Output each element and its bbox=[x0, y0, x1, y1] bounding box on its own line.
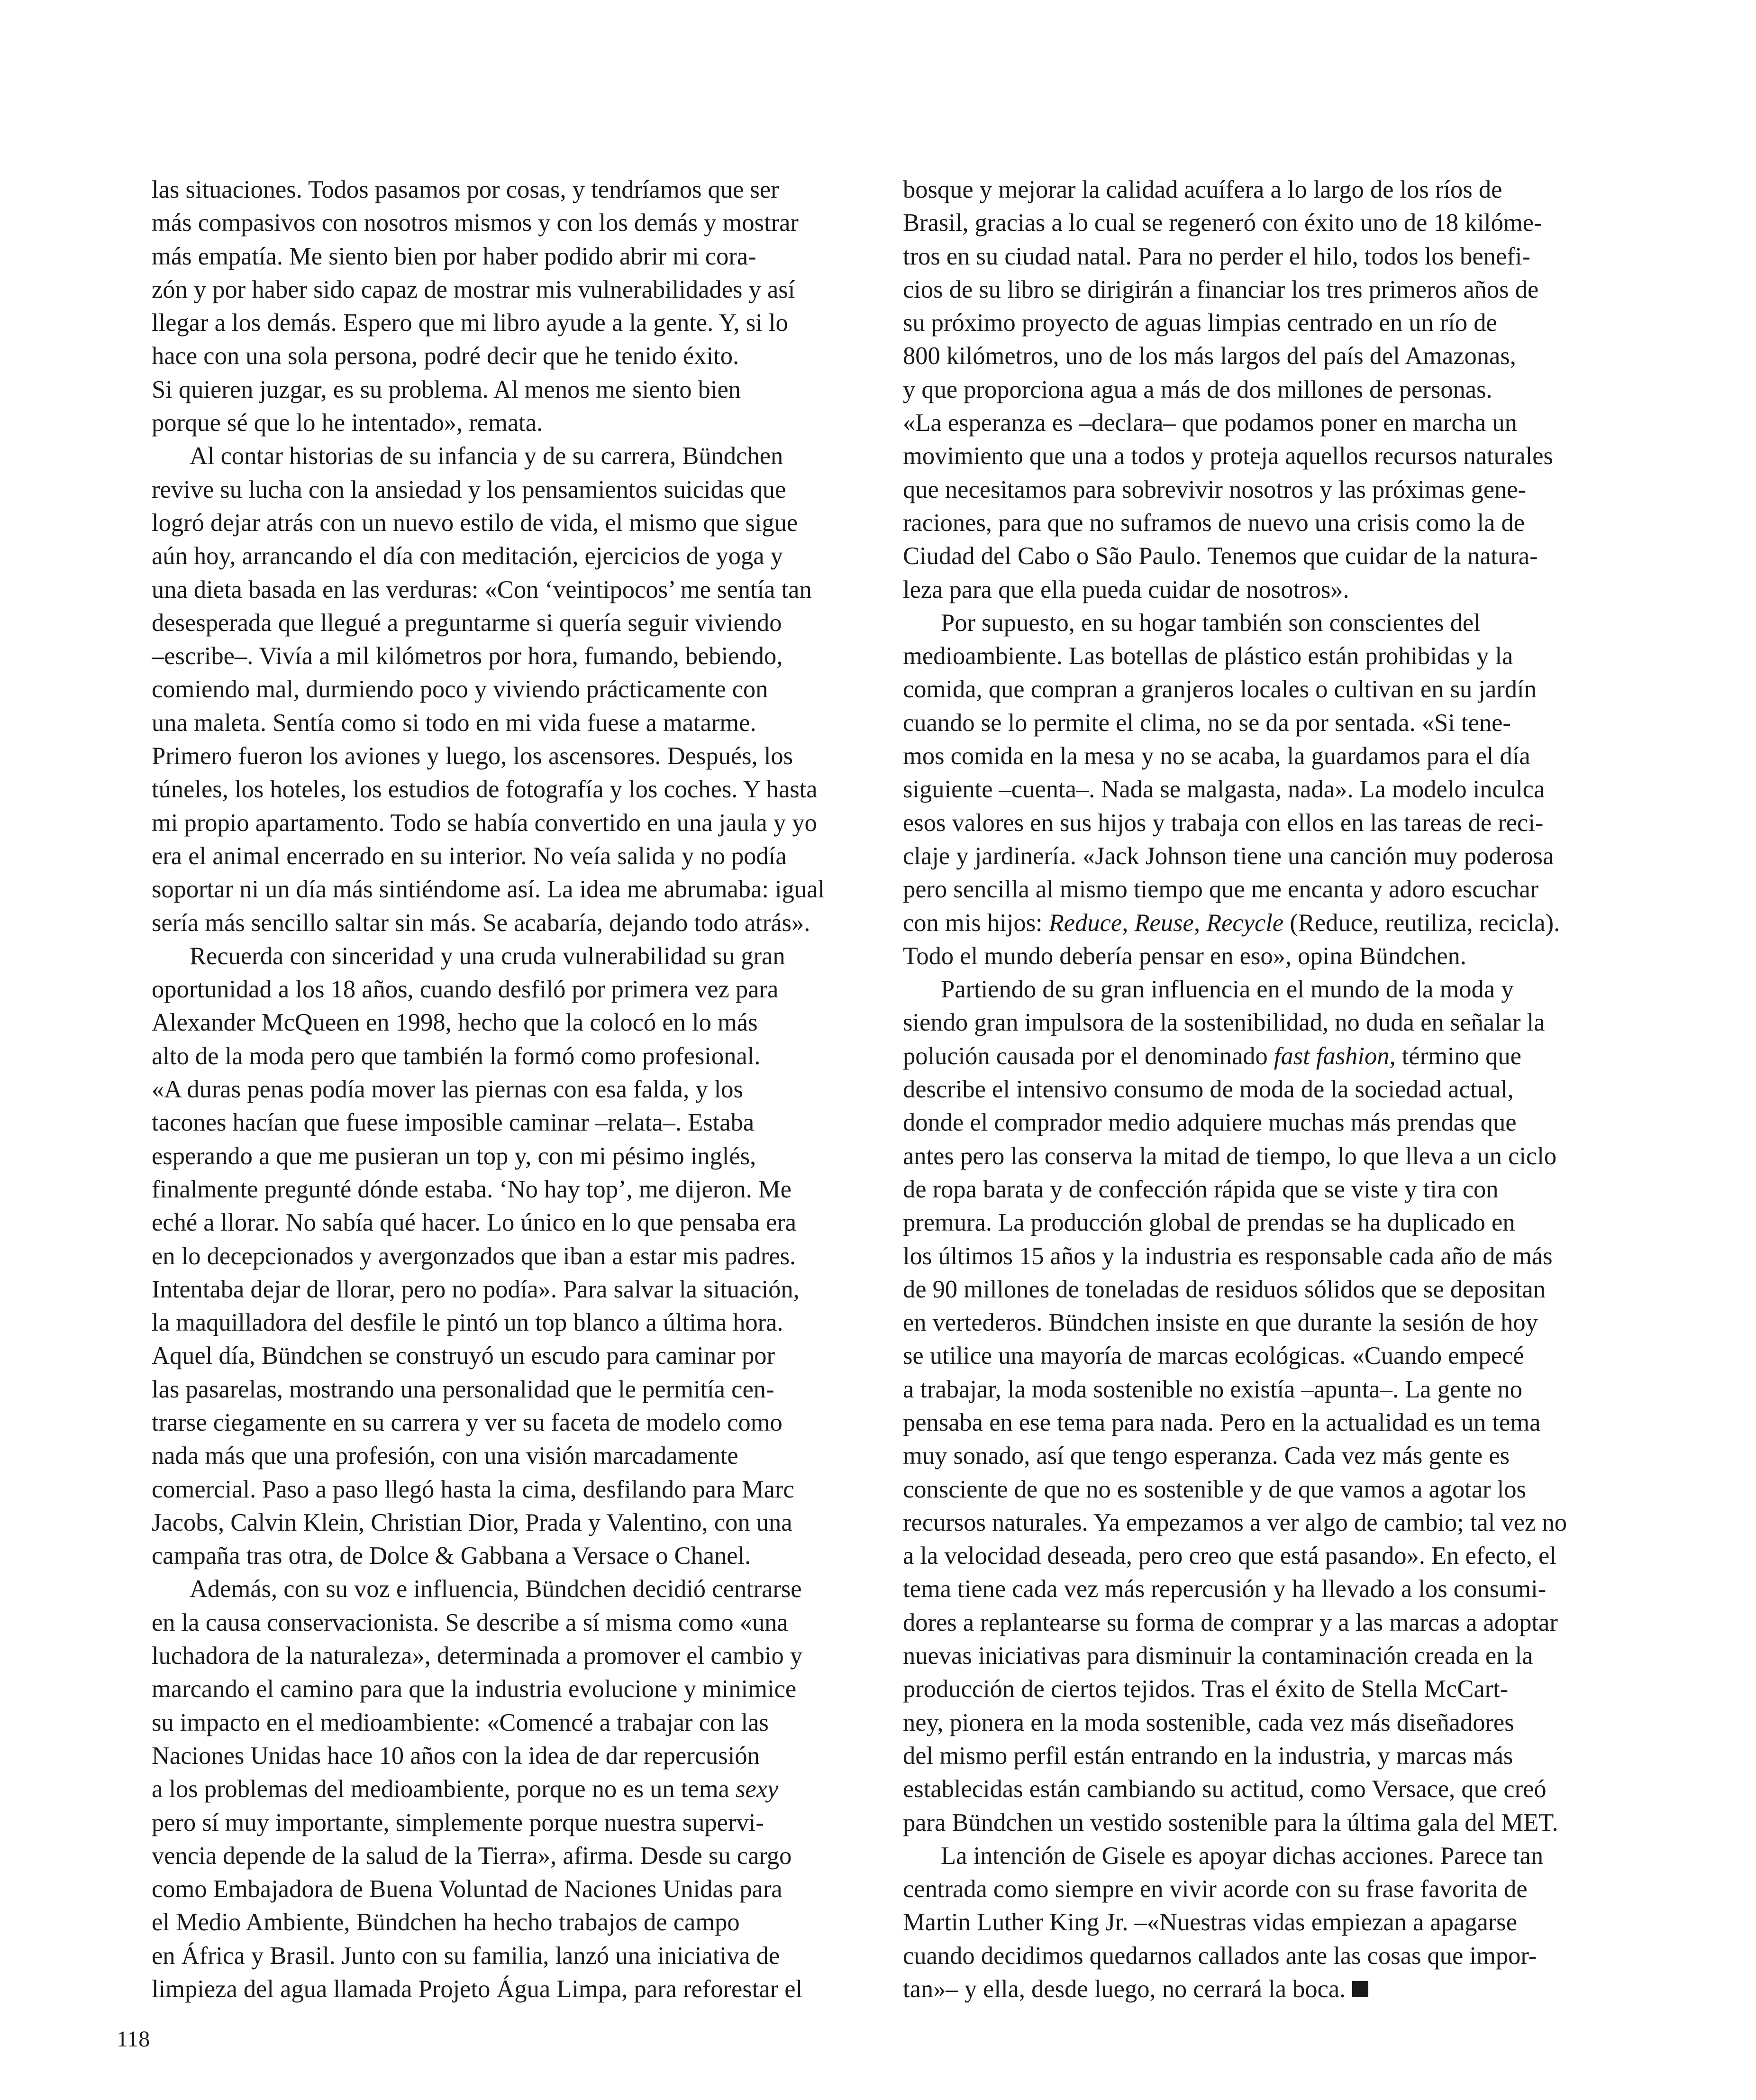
text-line: Brasil, gracias a lo cual se regeneró con éxito uno de 18 kilóme- bbox=[903, 209, 1542, 237]
text-line: las pasarelas, mostrando una personalidad que le permitía cen- bbox=[152, 1375, 774, 1403]
text-line: oportunidad a los 18 años, cuando desfiló por primera vez para bbox=[152, 976, 779, 1004]
text-line: el Medio Ambiente, Bündchen ha hecho trabajos de campo bbox=[152, 1908, 740, 1936]
text-line: como Embajadora de Buena Voluntad de Naciones Unidas para bbox=[152, 1875, 782, 1903]
text-line: Alexander McQueen en 1998, hecho que la colocó en lo más bbox=[152, 1009, 758, 1037]
text-line: zón y por haber sido capaz de mostrar mis vulnerabilidades y así bbox=[152, 275, 795, 303]
text-line: con mis hijos: Reduce, Reuse, Recycle (Reduce, reutiliza, recicla). bbox=[903, 909, 1560, 937]
text-line: que necesitamos para sobrevivir nosotros y las próximas gene- bbox=[903, 475, 1527, 503]
text-line: tan»– y ella, desde luego, no cerrará la boca. bbox=[903, 1972, 1635, 2003]
article-column-right bbox=[903, 173, 1635, 2003]
text-line: «A duras penas podía mover las piernas con esa falda, y los bbox=[152, 1076, 743, 1104]
text-line: Naciones Unidas hace 10 años con la idea de dar repercusión bbox=[152, 1742, 760, 1770]
text-line: una maleta. Sentía como si todo en mi vida fuese a matarme. bbox=[152, 709, 756, 737]
text-line: producción de ciertos tejidos. Tras el éxito de Stella McCart- bbox=[903, 1675, 1509, 1703]
text-line: esperando a que me pusieran un top y, con mi pésimo inglés, bbox=[152, 1142, 756, 1170]
text-line: donde el comprador medio adquiere muchas más prendas que bbox=[903, 1109, 1517, 1137]
text-line: mi propio apartamento. Todo se había convertido en una jaula y yo bbox=[152, 809, 817, 837]
end-of-article-square-icon bbox=[1352, 1981, 1368, 1997]
text-line: campaña tras otra, de Dolce & Gabbana a Versace o Chanel. bbox=[152, 1542, 751, 1570]
text-line: consciente de que no es sostenible y de que vamos a agotar los bbox=[903, 1475, 1527, 1503]
text-line: Primero fueron los aviones y luego, los ascensores. Después, los bbox=[152, 742, 793, 770]
italic-term: fast fashion, bbox=[1274, 1042, 1396, 1070]
text-line: ney, pionera en la moda sostenible, cada vez más diseñadores bbox=[903, 1708, 1514, 1736]
text-line: alto de la moda pero que también la formó como profesional. bbox=[152, 1042, 761, 1070]
text-line: tema tiene cada vez más repercusión y ha llevado a los consumi- bbox=[903, 1575, 1547, 1603]
text-line: polución causada por el denominado fast fashion, término que bbox=[903, 1042, 1521, 1070]
text-line: llegar a los demás. Espero que mi libro ayude a la gente. Y, si lo bbox=[152, 309, 788, 337]
text-line: nada más que una profesión, con una visión marcadamente bbox=[152, 1442, 738, 1470]
text-line: Por supuesto, en su hogar también son conscientes del bbox=[941, 609, 1481, 637]
text-line: Al contar historias de su infancia y de su carrera, Bündchen bbox=[190, 442, 783, 470]
text-line: en vertederos. Bündchen insiste en que durante la sesión de hoy bbox=[903, 1309, 1538, 1337]
text-line: muy sonado, así que tengo esperanza. Cada vez más gente es bbox=[903, 1442, 1510, 1470]
text-line: vencia depende de la salud de la Tierra», afirma. Desde su cargo bbox=[152, 1842, 792, 1870]
text-line: de 90 millones de toneladas de residuos sólidos que se depositan bbox=[903, 1275, 1546, 1303]
text-line: revive su lucha con la ansiedad y los pensamientos suicidas que bbox=[152, 475, 786, 503]
text-line: Recuerda con sinceridad y una cruda vulnerabilidad su gran bbox=[190, 942, 785, 970]
text-line: recursos naturales. Ya empezamos a ver algo de cambio; tal vez no bbox=[903, 1508, 1567, 1536]
text-line: Jacobs, Calvin Klein, Christian Dior, Prada y Valentino, con una bbox=[152, 1508, 792, 1536]
text-line: en lo decepcionados y avergonzados que iban a estar mis padres. bbox=[152, 1242, 796, 1270]
text-line: centrada como siempre en vivir acorde con su frase favorita de bbox=[903, 1875, 1528, 1903]
text-line: La intención de Gisele es apoyar dichas acciones. Parece tan bbox=[941, 1842, 1544, 1870]
text-line: desesperada que llegué a preguntarme si quería seguir viviendo bbox=[152, 609, 782, 637]
text-line: tacones hacían que fuese imposible caminar –relata–. Estaba bbox=[152, 1109, 755, 1137]
text-line: túneles, los hoteles, los estudios de fotografía y los coches. Y hasta bbox=[152, 776, 818, 803]
text-line: su impacto en el medioambiente: «Comencé a trabajar con las bbox=[152, 1708, 769, 1736]
text-line: mos comida en la mesa y no se acaba, la guardamos para el día bbox=[903, 742, 1530, 770]
text-line: porque sé que lo he intentado», remata. bbox=[152, 409, 543, 437]
text-line: describe el intensivo consumo de moda de la sociedad actual, bbox=[903, 1076, 1514, 1104]
text-line: para Bündchen un vestido sostenible para la última gala del MET. bbox=[903, 1808, 1558, 1836]
text-line: logró dejar atrás con un nuevo estilo de vida, el mismo que sigue bbox=[152, 509, 798, 537]
text-line: en África y Brasil. Junto con su familia, lanzó una iniciativa de bbox=[152, 1942, 780, 1970]
italic-term: Reduce, Reuse, Recycle bbox=[1048, 909, 1284, 937]
text-line: nuevas iniciativas para disminuir la contaminación creada en la bbox=[903, 1642, 1533, 1670]
text-line: Todo el mundo debería pensar en eso», opina Bündchen. bbox=[903, 942, 1466, 970]
text-line: antes pero las conserva la mitad de tiempo, lo que lleva a un ciclo bbox=[903, 1142, 1557, 1170]
text-line: comida, que compran a granjeros locales o cultivan en su jardín bbox=[903, 676, 1537, 703]
text-line: se utilice una mayoría de marcas ecológicas. «Cuando empecé bbox=[903, 1342, 1524, 1370]
text-line: finalmente pregunté dónde estaba. ‘No hay top’, me dijeron. Me bbox=[152, 1175, 792, 1203]
text-line: raciones, para que no suframos de nuevo una crisis como la de bbox=[903, 509, 1525, 537]
text-line: hace con una sola persona, podré decir que he tenido éxito. bbox=[152, 342, 739, 370]
text-line: –escribe–. Vivía a mil kilómetros por hora, fumando, bebiendo, bbox=[152, 642, 783, 670]
text-line: «La esperanza es –declara– que podamos poner en marcha un bbox=[903, 409, 1517, 437]
text-line: sería más sencillo saltar sin más. Se acabaría, dejando todo atrás». bbox=[152, 909, 810, 937]
text-line: bosque y mejorar la calidad acuífera a lo largo de los ríos de bbox=[903, 176, 1502, 203]
text-line: premura. La producción global de prendas se ha duplicado en bbox=[903, 1209, 1515, 1237]
text-line: Si quieren juzgar, es su problema. Al menos me siento bien bbox=[152, 375, 741, 403]
text-line: siguiente –cuenta–. Nada se malgasta, nada». La modelo inculca bbox=[903, 776, 1545, 803]
text-line: movimiento que una a todos y proteja aquellos recursos naturales bbox=[903, 442, 1553, 470]
text-line: más compasivos con nosotros mismos y con los demás y mostrar bbox=[152, 209, 799, 237]
text-line: Partiendo de su gran influencia en el mundo de la moda y bbox=[941, 976, 1514, 1004]
text-line: una dieta basada en las verduras: «Con ‘veintipocos’ me sentía tan bbox=[152, 575, 812, 603]
text-line: limpieza del agua llamada Projeto Água Limpa, para reforestar el bbox=[152, 1975, 803, 2003]
text-line: medioambiente. Las botellas de plástico están prohibidas y la bbox=[903, 642, 1513, 670]
text-line: trarse ciegamente en su carrera y ver su faceta de modelo como bbox=[152, 1408, 782, 1436]
text-line: cuando se lo permite el clima, no se da por sentada. «Si tene- bbox=[903, 709, 1511, 737]
text-line: siendo gran impulsora de la sostenibilidad, no duda en señalar la bbox=[903, 1009, 1545, 1037]
text-line: más empatía. Me siento bien por haber podido abrir mi cora- bbox=[152, 242, 756, 270]
text-line: a la velocidad deseada, pero creo que está pasando». En efecto, el bbox=[903, 1542, 1556, 1570]
text-line: y que proporciona agua a más de dos millones de personas. bbox=[903, 375, 1492, 403]
page-number: 118 bbox=[117, 2027, 150, 2052]
text-line: marcando el camino para que la industria evolucione y minimice bbox=[152, 1675, 797, 1703]
text-line: a los problemas del medioambiente, porque no es un tema sexy bbox=[152, 1775, 779, 1803]
text-line: pero sencilla al mismo tiempo que me encanta y adoro escuchar bbox=[903, 876, 1539, 904]
text-line: aún hoy, arrancando el día con meditación, ejercicios de yoga y bbox=[152, 542, 783, 570]
text-line: soportar ni un día más sintiéndome así. La idea me abrumaba: igual bbox=[152, 876, 825, 904]
text-line: 800 kilómetros, uno de los más largos del país del Amazonas, bbox=[903, 342, 1516, 370]
text-line: leza para que ella pueda cuidar de nosotros». bbox=[903, 575, 1349, 603]
text-line: los últimos 15 años y la industria es responsable cada año de más bbox=[903, 1242, 1553, 1270]
text-line: claje y jardinería. «Jack Johnson tiene una canción muy poderosa bbox=[903, 842, 1554, 870]
article-column-left bbox=[152, 173, 884, 2003]
text-line: Martin Luther King Jr. –«Nuestras vidas empiezan a apagarse bbox=[903, 1908, 1518, 1936]
text-line: comiendo mal, durmiendo poco y viviendo prácticamente con bbox=[152, 676, 768, 703]
text-line: la maquilladora del desfile le pintó un top blanco a última hora. bbox=[152, 1309, 783, 1337]
text-line: tros en su ciudad natal. Para no perder el hilo, todos los benefi- bbox=[903, 242, 1530, 270]
text-line: esos valores en sus hijos y trabaja con ellos en las tareas de reci- bbox=[903, 809, 1544, 837]
text-line: eché a llorar. No sabía qué hacer. Lo único en lo que pensaba era bbox=[152, 1209, 797, 1237]
text-line: comercial. Paso a paso llegó hasta la cima, desfilando para Marc bbox=[152, 1475, 794, 1503]
text-line: pensaba en ese tema para nada. Pero en la actualidad es un tema bbox=[903, 1408, 1541, 1436]
text-line: luchadora de la naturaleza», determinada a promover el cambio y bbox=[152, 1642, 803, 1670]
text-line: dores a replantearse su forma de comprar y a las marcas a adoptar bbox=[903, 1608, 1558, 1636]
text-line: Además, con su voz e influencia, Bündchen decidió centrarse bbox=[190, 1575, 802, 1603]
text-line: era el animal encerrado en su interior. No veía salida y no podía bbox=[152, 842, 787, 870]
text-line: de ropa barata y de confección rápida que se viste y tira con bbox=[903, 1175, 1499, 1203]
text-line: pero sí muy importante, simplemente porque nuestra supervi- bbox=[152, 1808, 764, 1836]
text-line: cuando decidimos quedarnos callados ante las cosas que impor- bbox=[903, 1942, 1537, 1970]
text-line: Ciudad del Cabo o São Paulo. Tenemos que cuidar de la natura- bbox=[903, 542, 1538, 570]
text-line: establecidas están cambiando su actitud, como Versace, que creó bbox=[903, 1775, 1547, 1803]
text-line: a trabajar, la moda sostenible no existía –apunta–. La gente no bbox=[903, 1375, 1523, 1403]
text-line: Aquel día, Bündchen se construyó un escudo para caminar por bbox=[152, 1342, 775, 1370]
text-line: cios de su libro se dirigirán a financiar los tres primeros años de bbox=[903, 275, 1539, 303]
text-line: su próximo proyecto de aguas limpias centrado en un río de bbox=[903, 309, 1497, 337]
text-line: Intentaba dejar de llorar, pero no podía». Para salvar la situación, bbox=[152, 1275, 800, 1303]
text-line: del mismo perfil están entrando en la industria, y marcas más bbox=[903, 1742, 1513, 1770]
italic-term: sexy bbox=[735, 1775, 779, 1803]
text-line: las situaciones. Todos pasamos por cosas, y tendríamos que ser bbox=[152, 176, 779, 203]
text-line: en la causa conservacionista. Se describe a sí misma como «una bbox=[152, 1608, 788, 1636]
